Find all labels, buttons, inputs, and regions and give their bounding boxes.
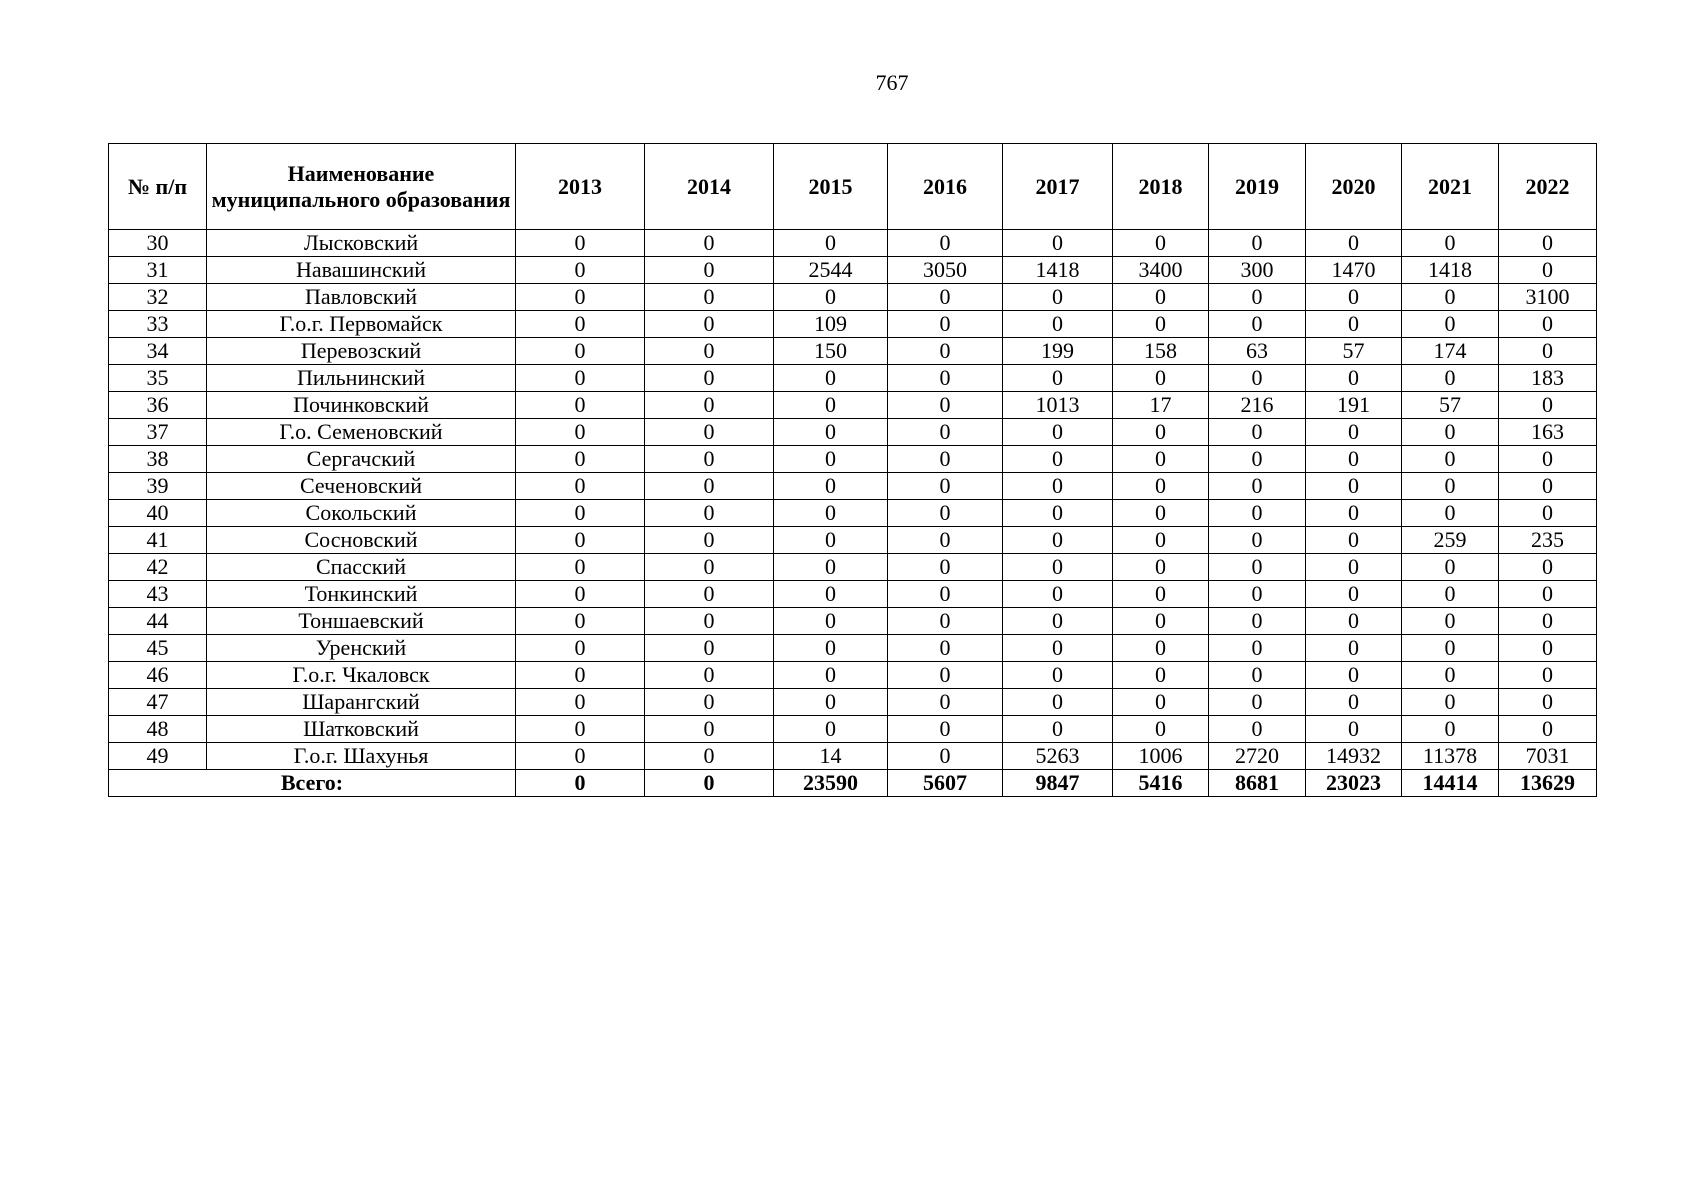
- value-cell: 0: [888, 689, 1003, 716]
- table-row: [109, 365, 1597, 392]
- value-cell: 174: [1402, 338, 1499, 365]
- value-cell: 0: [774, 635, 888, 662]
- value-cell: 0: [774, 473, 888, 500]
- value-cell: 0: [645, 581, 774, 608]
- page-number: 767: [875, 70, 909, 95]
- value-cell: 0: [645, 608, 774, 635]
- table-row: [109, 527, 1597, 554]
- row-number-cell: 35: [109, 365, 207, 392]
- value-cell: 0: [645, 257, 774, 284]
- value-cell: 0: [1113, 230, 1209, 257]
- column-header: 2017: [1003, 144, 1113, 230]
- value-cell: 0: [888, 446, 1003, 473]
- value-cell: 1418: [1003, 257, 1113, 284]
- value-cell: 0: [645, 527, 774, 554]
- value-cell: 0: [1402, 500, 1499, 527]
- value-cell: 109: [774, 311, 888, 338]
- value-cell: 0: [1209, 311, 1306, 338]
- row-number-cell: 45: [109, 635, 207, 662]
- value-cell: 7031: [1499, 743, 1597, 770]
- value-cell: 0: [774, 500, 888, 527]
- value-cell: 0: [1306, 230, 1402, 257]
- value-cell: 0: [516, 365, 645, 392]
- column-header: 2021: [1402, 144, 1499, 230]
- row-number-cell: 32: [109, 284, 207, 311]
- value-cell: 0: [645, 446, 774, 473]
- value-cell: 150: [774, 338, 888, 365]
- value-cell: 0: [1209, 473, 1306, 500]
- value-cell: 0: [1209, 608, 1306, 635]
- value-cell: 0: [1306, 446, 1402, 473]
- municipality-name-cell: Г.о.г. Чкаловск: [207, 662, 516, 689]
- value-cell: 0: [1113, 365, 1209, 392]
- column-header: 2020: [1306, 144, 1402, 230]
- total-value-cell: 13629: [1499, 770, 1597, 797]
- value-cell: 0: [645, 230, 774, 257]
- table-row: [109, 257, 1597, 284]
- column-header: 2019: [1209, 144, 1306, 230]
- value-cell: 0: [1402, 473, 1499, 500]
- value-cell: 0: [888, 284, 1003, 311]
- row-number-cell: 33: [109, 311, 207, 338]
- value-cell: 0: [516, 608, 645, 635]
- value-cell: 0: [1306, 716, 1402, 743]
- value-cell: 0: [645, 500, 774, 527]
- value-cell: 158: [1113, 338, 1209, 365]
- row-number-cell: 39: [109, 473, 207, 500]
- value-cell: 1470: [1306, 257, 1402, 284]
- value-cell: 0: [1306, 635, 1402, 662]
- value-cell: 0: [1113, 419, 1209, 446]
- table-row: [109, 446, 1597, 473]
- value-cell: 0: [1209, 500, 1306, 527]
- total-value-cell: 8681: [1209, 770, 1306, 797]
- value-cell: 0: [516, 554, 645, 581]
- value-cell: 0: [1113, 608, 1209, 635]
- total-value-cell: 0: [516, 770, 645, 797]
- row-number-cell: 40: [109, 500, 207, 527]
- total-value-cell: 5416: [1113, 770, 1209, 797]
- value-cell: 57: [1306, 338, 1402, 365]
- total-value-cell: 23590: [774, 770, 888, 797]
- value-cell: 0: [1003, 446, 1113, 473]
- value-cell: 0: [1209, 689, 1306, 716]
- value-cell: 300: [1209, 257, 1306, 284]
- value-cell: 0: [516, 419, 645, 446]
- row-number-cell: 38: [109, 446, 207, 473]
- value-cell: 0: [774, 392, 888, 419]
- value-cell: 0: [645, 284, 774, 311]
- row-number-cell: 47: [109, 689, 207, 716]
- value-cell: 0: [1003, 716, 1113, 743]
- column-header: 2013: [516, 144, 645, 230]
- value-cell: 0: [888, 662, 1003, 689]
- table-row: [109, 689, 1597, 716]
- value-cell: 0: [1113, 446, 1209, 473]
- value-cell: 0: [645, 311, 774, 338]
- row-number-cell: 42: [109, 554, 207, 581]
- value-cell: 0: [1209, 230, 1306, 257]
- row-number-cell: 43: [109, 581, 207, 608]
- municipality-name-cell: Пильнинский: [207, 365, 516, 392]
- value-cell: 0: [774, 581, 888, 608]
- value-cell: 0: [1209, 284, 1306, 311]
- value-cell: 183: [1499, 365, 1597, 392]
- municipality-name-cell: Перевозский: [207, 338, 516, 365]
- value-cell: 0: [1499, 473, 1597, 500]
- table-row: [109, 554, 1597, 581]
- value-cell: 0: [1113, 635, 1209, 662]
- municipality-name-cell: Сеченовский: [207, 473, 516, 500]
- value-cell: 0: [888, 635, 1003, 662]
- row-number-cell: 36: [109, 392, 207, 419]
- column-header: 2022: [1499, 144, 1597, 230]
- municipality-name-cell: Сергачский: [207, 446, 516, 473]
- value-cell: 191: [1306, 392, 1402, 419]
- value-cell: 0: [645, 473, 774, 500]
- value-cell: 0: [1113, 527, 1209, 554]
- value-cell: 0: [1003, 473, 1113, 500]
- value-cell: 0: [1209, 554, 1306, 581]
- value-cell: 0: [645, 635, 774, 662]
- table-header-row: [109, 144, 1597, 230]
- value-cell: 0: [1113, 500, 1209, 527]
- value-cell: 0: [516, 743, 645, 770]
- table-row: [109, 338, 1597, 365]
- value-cell: 0: [1499, 716, 1597, 743]
- table-row: [109, 284, 1597, 311]
- municipality-name-cell: Тонкинский: [207, 581, 516, 608]
- value-cell: 0: [774, 689, 888, 716]
- value-cell: 0: [1499, 446, 1597, 473]
- value-cell: 0: [1499, 500, 1597, 527]
- value-cell: 0: [888, 419, 1003, 446]
- value-cell: 0: [645, 689, 774, 716]
- column-header: № п/п: [109, 144, 207, 230]
- value-cell: 11378: [1402, 743, 1499, 770]
- value-cell: 163: [1499, 419, 1597, 446]
- value-cell: 0: [516, 527, 645, 554]
- value-cell: 0: [1306, 527, 1402, 554]
- value-cell: 0: [1306, 365, 1402, 392]
- value-cell: 57: [1402, 392, 1499, 419]
- value-cell: 0: [1209, 635, 1306, 662]
- value-cell: 0: [516, 338, 645, 365]
- value-cell: 0: [888, 392, 1003, 419]
- value-cell: 0: [1003, 635, 1113, 662]
- total-value-cell: 0: [645, 770, 774, 797]
- municipality-name-cell: Спасский: [207, 554, 516, 581]
- value-cell: 0: [516, 446, 645, 473]
- municipality-name-cell: Лысковский: [207, 230, 516, 257]
- total-value-cell: 9847: [1003, 770, 1113, 797]
- value-cell: 0: [1209, 365, 1306, 392]
- value-cell: 0: [1402, 635, 1499, 662]
- value-cell: 0: [888, 311, 1003, 338]
- table-row: [109, 230, 1597, 257]
- value-cell: 0: [888, 554, 1003, 581]
- value-cell: 14: [774, 743, 888, 770]
- value-cell: 0: [1003, 311, 1113, 338]
- value-cell: 0: [1306, 608, 1402, 635]
- value-cell: 0: [1003, 500, 1113, 527]
- value-cell: 0: [645, 338, 774, 365]
- value-cell: 3050: [888, 257, 1003, 284]
- value-cell: 235: [1499, 527, 1597, 554]
- municipality-name-cell: Шарангский: [207, 689, 516, 716]
- column-header: 2015: [774, 144, 888, 230]
- value-cell: 0: [888, 581, 1003, 608]
- municipality-name-cell: Г.о.г. Шахунья: [207, 743, 516, 770]
- value-cell: 0: [1402, 581, 1499, 608]
- municipality-name-cell: Уренский: [207, 635, 516, 662]
- municipality-name-cell: Сосновский: [207, 527, 516, 554]
- table-row: [109, 608, 1597, 635]
- table-row: [109, 311, 1597, 338]
- value-cell: 17: [1113, 392, 1209, 419]
- value-cell: 0: [1003, 527, 1113, 554]
- value-cell: 0: [774, 284, 888, 311]
- value-cell: 63: [1209, 338, 1306, 365]
- value-cell: 14932: [1306, 743, 1402, 770]
- value-cell: 0: [1003, 230, 1113, 257]
- value-cell: 0: [1499, 662, 1597, 689]
- row-number-cell: 46: [109, 662, 207, 689]
- total-value-cell: 5607: [888, 770, 1003, 797]
- value-cell: 216: [1209, 392, 1306, 419]
- value-cell: 0: [1499, 581, 1597, 608]
- value-cell: 0: [1402, 284, 1499, 311]
- value-cell: 0: [516, 473, 645, 500]
- value-cell: 0: [1003, 662, 1113, 689]
- value-cell: 0: [774, 554, 888, 581]
- value-cell: 0: [645, 662, 774, 689]
- row-number-cell: 34: [109, 338, 207, 365]
- value-cell: 0: [516, 689, 645, 716]
- table-row: [109, 662, 1597, 689]
- value-cell: 0: [1402, 446, 1499, 473]
- value-cell: 0: [1499, 311, 1597, 338]
- value-cell: 0: [1499, 230, 1597, 257]
- municipality-name-cell: Починковский: [207, 392, 516, 419]
- value-cell: 0: [888, 743, 1003, 770]
- value-cell: 0: [774, 446, 888, 473]
- municipality-name-cell: Навашинский: [207, 257, 516, 284]
- row-number-cell: 49: [109, 743, 207, 770]
- total-label: Всего:: [109, 770, 516, 797]
- municipality-name-cell: Тоншаевский: [207, 608, 516, 635]
- value-cell: 0: [1306, 662, 1402, 689]
- value-cell: 0: [1209, 527, 1306, 554]
- data-table: [108, 143, 1597, 797]
- value-cell: 0: [516, 257, 645, 284]
- value-cell: 0: [516, 581, 645, 608]
- municipality-name-cell: Сокольский: [207, 500, 516, 527]
- value-cell: 0: [1209, 716, 1306, 743]
- table-row: [109, 500, 1597, 527]
- value-cell: 0: [1499, 554, 1597, 581]
- municipality-name-cell: Г.о.г. Первомайск: [207, 311, 516, 338]
- value-cell: 0: [1113, 662, 1209, 689]
- column-header: 2014: [645, 144, 774, 230]
- value-cell: 0: [888, 230, 1003, 257]
- value-cell: 0: [1402, 230, 1499, 257]
- value-cell: 0: [645, 365, 774, 392]
- value-cell: 0: [645, 392, 774, 419]
- table-row: [109, 392, 1597, 419]
- value-cell: 259: [1402, 527, 1499, 554]
- value-cell: 0: [1113, 554, 1209, 581]
- value-cell: 0: [645, 419, 774, 446]
- table-row: [109, 743, 1597, 770]
- value-cell: 0: [1113, 689, 1209, 716]
- value-cell: 0: [1003, 284, 1113, 311]
- value-cell: 0: [1499, 635, 1597, 662]
- row-number-cell: 48: [109, 716, 207, 743]
- value-cell: 1418: [1402, 257, 1499, 284]
- value-cell: 0: [888, 608, 1003, 635]
- table-row: [109, 716, 1597, 743]
- value-cell: 0: [1499, 257, 1597, 284]
- value-cell: 0: [516, 716, 645, 743]
- value-cell: 0: [1402, 716, 1499, 743]
- table-row: [109, 419, 1597, 446]
- row-number-cell: 41: [109, 527, 207, 554]
- value-cell: 0: [1209, 419, 1306, 446]
- value-cell: 3100: [1499, 284, 1597, 311]
- value-cell: 0: [1003, 608, 1113, 635]
- municipality-name-cell: Шатковский: [207, 716, 516, 743]
- value-cell: 0: [516, 230, 645, 257]
- value-cell: 0: [1402, 365, 1499, 392]
- value-cell: 0: [1402, 554, 1499, 581]
- total-row: [109, 770, 1597, 797]
- value-cell: 0: [774, 419, 888, 446]
- total-value-cell: 23023: [1306, 770, 1402, 797]
- value-cell: 0: [1003, 419, 1113, 446]
- value-cell: 0: [774, 365, 888, 392]
- value-cell: 0: [1113, 716, 1209, 743]
- column-header: 2016: [888, 144, 1003, 230]
- value-cell: 0: [1113, 581, 1209, 608]
- value-cell: 1013: [1003, 392, 1113, 419]
- value-cell: 0: [1499, 689, 1597, 716]
- value-cell: 0: [516, 635, 645, 662]
- value-cell: 0: [1003, 554, 1113, 581]
- value-cell: 0: [645, 716, 774, 743]
- municipality-name-cell: Павловский: [207, 284, 516, 311]
- value-cell: 0: [1003, 365, 1113, 392]
- value-cell: 0: [516, 284, 645, 311]
- value-cell: 0: [1113, 311, 1209, 338]
- value-cell: 0: [1306, 500, 1402, 527]
- value-cell: 0: [1306, 311, 1402, 338]
- table-row: [109, 473, 1597, 500]
- value-cell: 0: [1499, 608, 1597, 635]
- value-cell: 0: [1402, 419, 1499, 446]
- value-cell: 0: [1306, 473, 1402, 500]
- value-cell: 0: [645, 743, 774, 770]
- row-number-cell: 31: [109, 257, 207, 284]
- value-cell: 0: [1003, 689, 1113, 716]
- value-cell: 0: [516, 500, 645, 527]
- value-cell: 0: [774, 716, 888, 743]
- value-cell: 0: [1402, 608, 1499, 635]
- row-number-cell: 44: [109, 608, 207, 635]
- value-cell: 0: [1402, 689, 1499, 716]
- value-cell: 5263: [1003, 743, 1113, 770]
- value-cell: 0: [888, 716, 1003, 743]
- value-cell: 0: [774, 608, 888, 635]
- value-cell: 0: [774, 662, 888, 689]
- value-cell: 0: [888, 473, 1003, 500]
- value-cell: 0: [1306, 689, 1402, 716]
- value-cell: 0: [1499, 392, 1597, 419]
- column-header: 2018: [1113, 144, 1209, 230]
- value-cell: 2720: [1209, 743, 1306, 770]
- value-cell: 0: [516, 392, 645, 419]
- value-cell: 2544: [774, 257, 888, 284]
- value-cell: 0: [1209, 662, 1306, 689]
- municipality-name-cell: Г.о. Семеновский: [207, 419, 516, 446]
- table-body: [109, 230, 1597, 797]
- value-cell: 0: [1113, 284, 1209, 311]
- value-cell: 0: [1306, 554, 1402, 581]
- table-row: [109, 635, 1597, 662]
- table-row: [109, 581, 1597, 608]
- value-cell: 0: [1306, 581, 1402, 608]
- value-cell: 199: [1003, 338, 1113, 365]
- value-cell: 0: [1402, 662, 1499, 689]
- value-cell: 0: [774, 527, 888, 554]
- value-cell: 0: [1402, 311, 1499, 338]
- value-cell: 0: [888, 500, 1003, 527]
- value-cell: 0: [1003, 581, 1113, 608]
- value-cell: 3400: [1113, 257, 1209, 284]
- value-cell: 0: [888, 527, 1003, 554]
- value-cell: 0: [888, 338, 1003, 365]
- total-value-cell: 14414: [1402, 770, 1499, 797]
- value-cell: 0: [645, 554, 774, 581]
- row-number-cell: 37: [109, 419, 207, 446]
- value-cell: 0: [1209, 446, 1306, 473]
- value-cell: 0: [888, 365, 1003, 392]
- value-cell: 0: [774, 230, 888, 257]
- value-cell: 0: [516, 311, 645, 338]
- column-header: Наименование муниципального образования: [207, 144, 516, 230]
- value-cell: 0: [1306, 419, 1402, 446]
- row-number-cell: 30: [109, 230, 207, 257]
- value-cell: 0: [1306, 284, 1402, 311]
- value-cell: 1006: [1113, 743, 1209, 770]
- value-cell: 0: [1113, 473, 1209, 500]
- value-cell: 0: [1209, 581, 1306, 608]
- value-cell: 0: [1499, 338, 1597, 365]
- value-cell: 0: [516, 662, 645, 689]
